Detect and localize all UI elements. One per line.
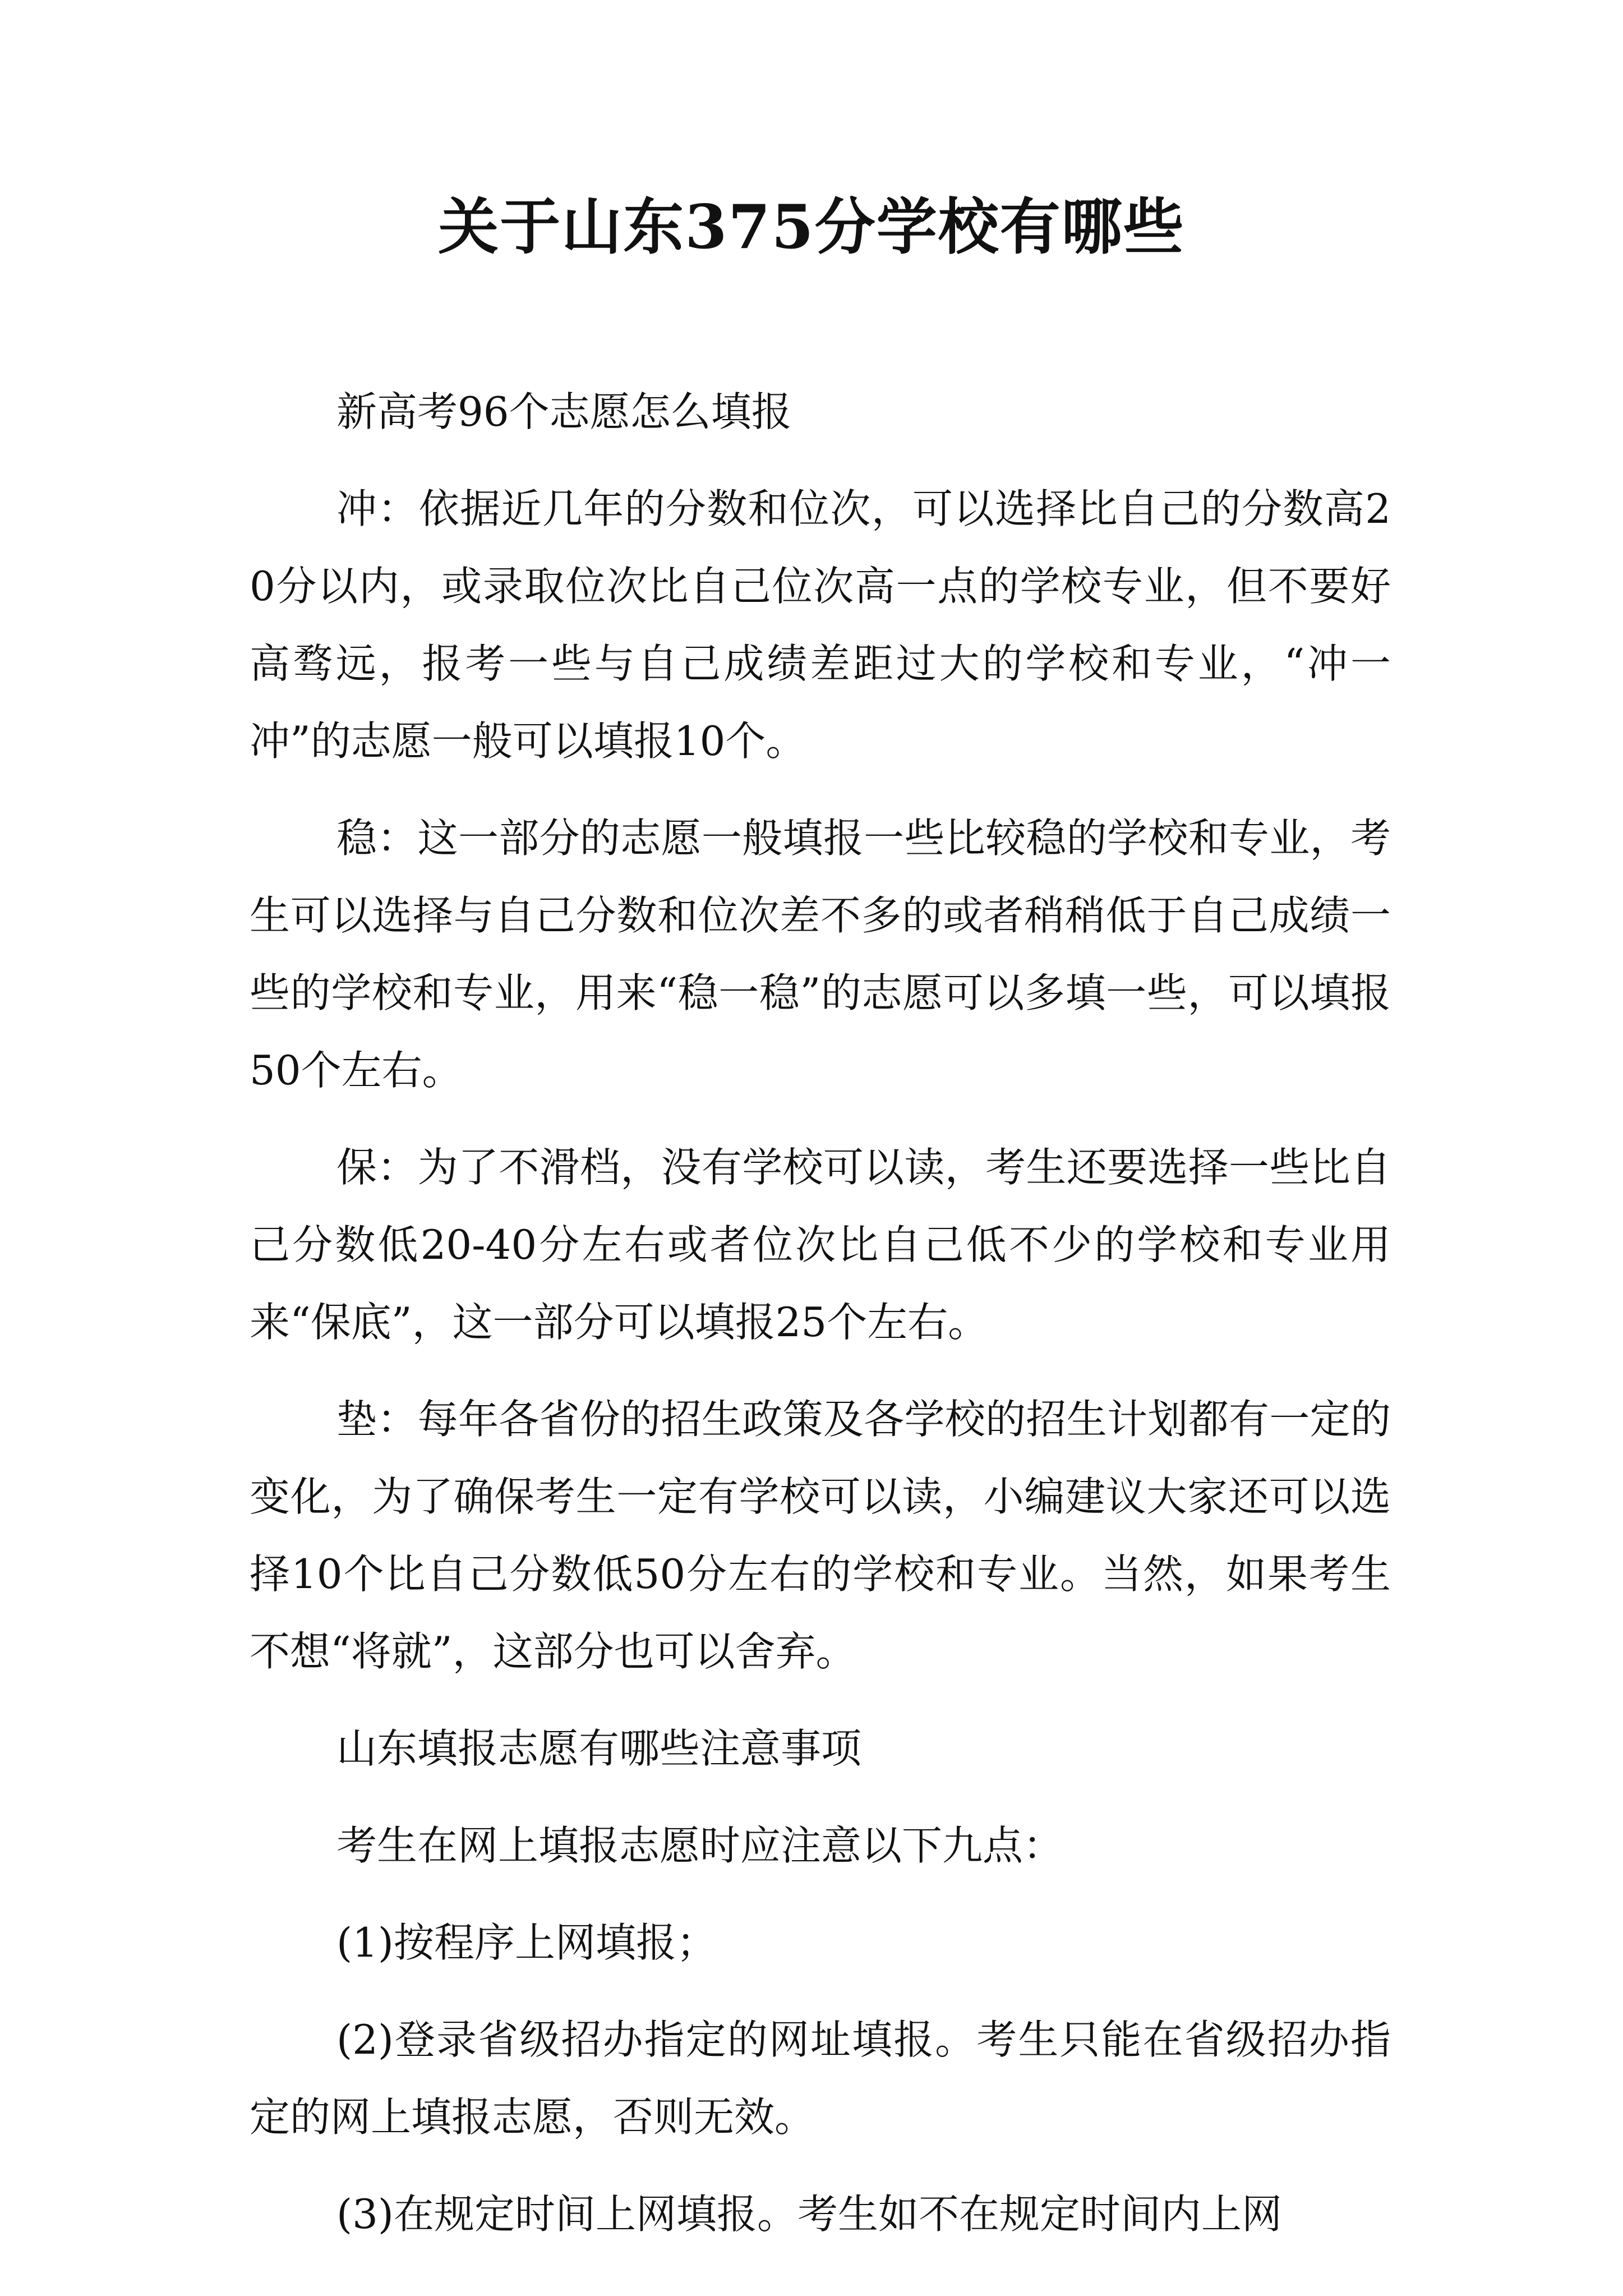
paragraph-chong: 冲：依据近几年的分数和位次，可以选择比自己的分数高20分以内，或录取位次比自己位次高一点的学校专业，但不要好高骛远，报考一些与自己成绩差距过大的学校和专业，“冲一冲”的志愿一般可以填报10个。 — [250, 485, 1391, 765]
list-item-3: (3)在规定时间上网填报。考生如不在规定时间内上网 — [336, 2191, 1282, 2238]
paragraph-nine-points-intro: 考生在网上填报志愿时应注意以下九点： — [336, 1822, 1064, 1869]
document-body — [250, 373, 1391, 2272]
paragraph-wen: 稳：这一部分的志愿一般填报一些比较稳的学校和专业，考生可以选择与自己分数和位次差不多的或者稍稍低于自己成绩一些的学校和专业，用来“稳一稳”的志愿可以多填一些，可以填报50个左右。 — [250, 815, 1391, 1094]
heading-notes: 山东填报志愿有哪些注意事项 — [336, 1725, 862, 1772]
paragraph-dian: 垫：每年各省份的招生政策及各学校的招生计划都有一定的变化，为了确保考生一定有学校可以读，小编建议大家还可以选择10个比自己分数低50分左右的学校和专业。当然，如果考生不想“将就”，这部分也可以舍弃。 — [250, 1396, 1391, 1675]
list-item-2: (2)登录省级招办指定的网址填报。考生只能在省级招办指定的网上填报志愿，否则无效。 — [250, 2016, 1391, 2141]
document-title: 关于山东375分学校有哪些 — [438, 192, 1185, 263]
heading-volunteer-filling: 新高考96个志愿怎么填报 — [336, 388, 792, 435]
list-item-1: (1)按程序上网填报； — [336, 1919, 717, 1966]
paragraph-bao: 保：为了不滑档，没有学校可以读，考生还要选择一些比自己分数低20-40分左右或者位次比自己低不少的学校和专业用来“保底”，这一部分可以填报25个左右。 — [250, 1144, 1391, 1346]
